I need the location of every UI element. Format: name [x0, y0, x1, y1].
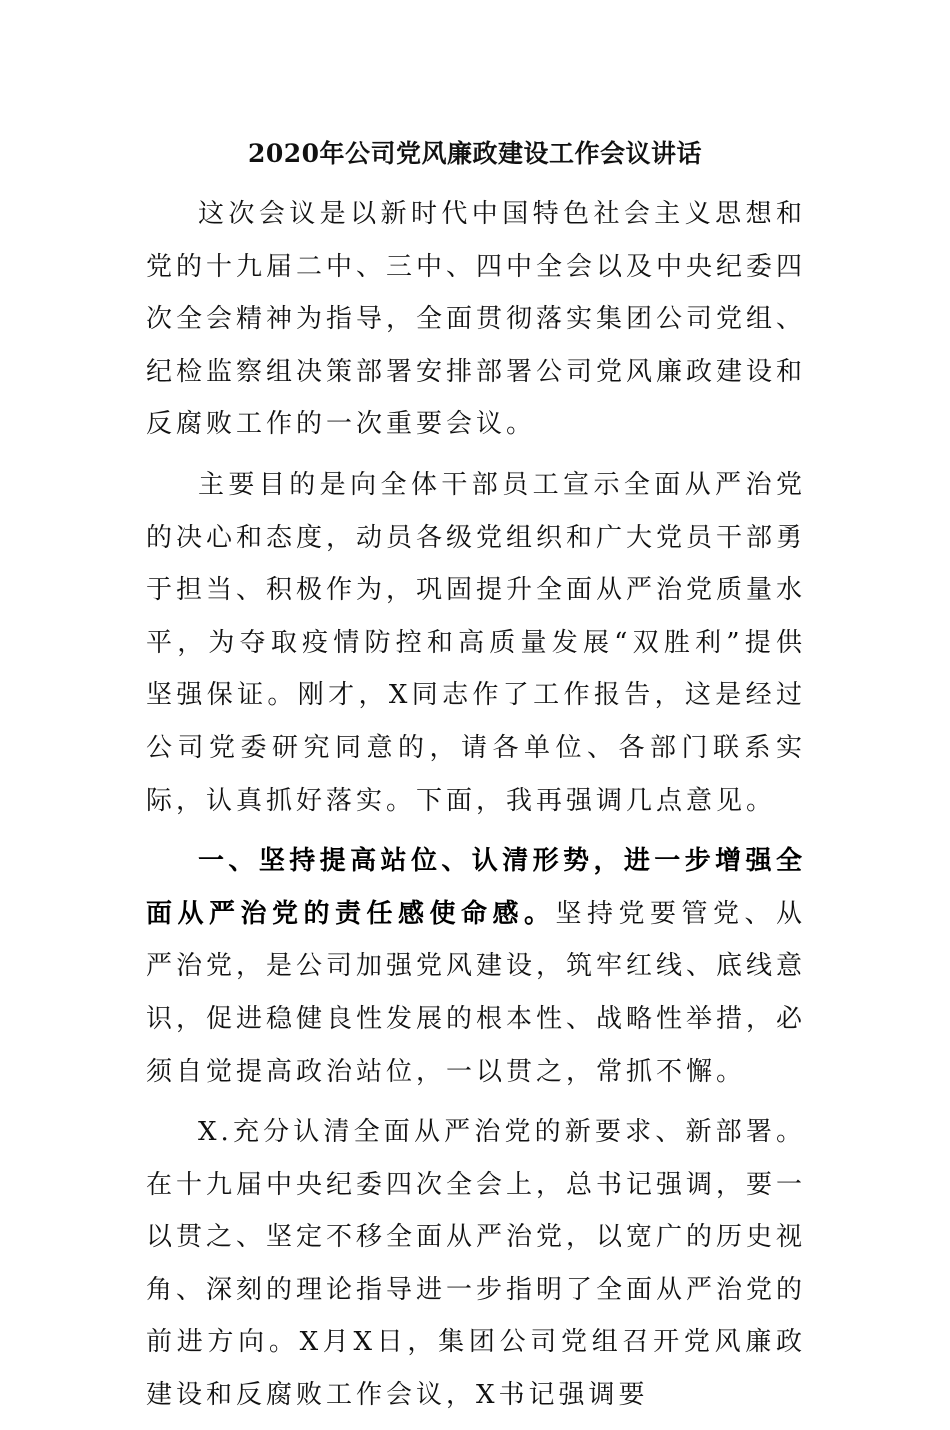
paragraph-text: 这次会议是以新时代中国特色社会主义思想和党的十九届二中、三中、四中全会以及中央纪委四次全会精神为指导，全面贯彻落实集团公司党组、纪检监察组决策部署安排部署公司党风廉政建设和反腐败工作的一次重要会议。 [146, 199, 807, 440]
document-title: 2020年公司党风廉政建设工作会议讲话 [247, 139, 703, 168]
paragraph-text: 坚持党要管党、从严治党，是公司加强党风建设，筑牢红线、底线意识，促进稳健良性发展的根本性、战略性举措，必须自觉提高政治站位，一以贯之，常抓不懈。 [146, 898, 807, 1087]
section-heading: 一、坚持提高站位、认清形势，进一步增强全面从严治党的责任感使命感。 [146, 846, 806, 929]
paragraph-section-one [146, 835, 806, 1098]
paragraph-text: X.充分认清全面从严治党的新要求、新部署。在十九届中央纪委四次全会上，总书记强调，要一以贯之、坚定不移全面从严治党，以宽广的历史视角、深刻的理论指导进一步指明了全面从严治党的前进方向。X月X日，集团公司党组召开党风廉政建设和反腐败工作会议，X书记强调要 [146, 1117, 807, 1411]
document-body [146, 188, 806, 1430]
paragraph-text: 主要目的是向全体干部员工宣示全面从严治党的决心和态度，动员各级党组织和广大党员干部勇于担当、积极作为，巩固提升全面从严治党质量水平，为夺取疫情防控和高质量发展“双胜利”提供坚强保证。刚才，X同志作了工作报告，这是经过公司党委研究同意的，请各单位、各部门联系实际，认真抓好落实。下面，我再强调几点意见。 [146, 469, 807, 816]
paragraph-point-one [146, 1106, 806, 1422]
paragraph-purpose [146, 459, 806, 827]
paragraph-intro [146, 188, 806, 451]
